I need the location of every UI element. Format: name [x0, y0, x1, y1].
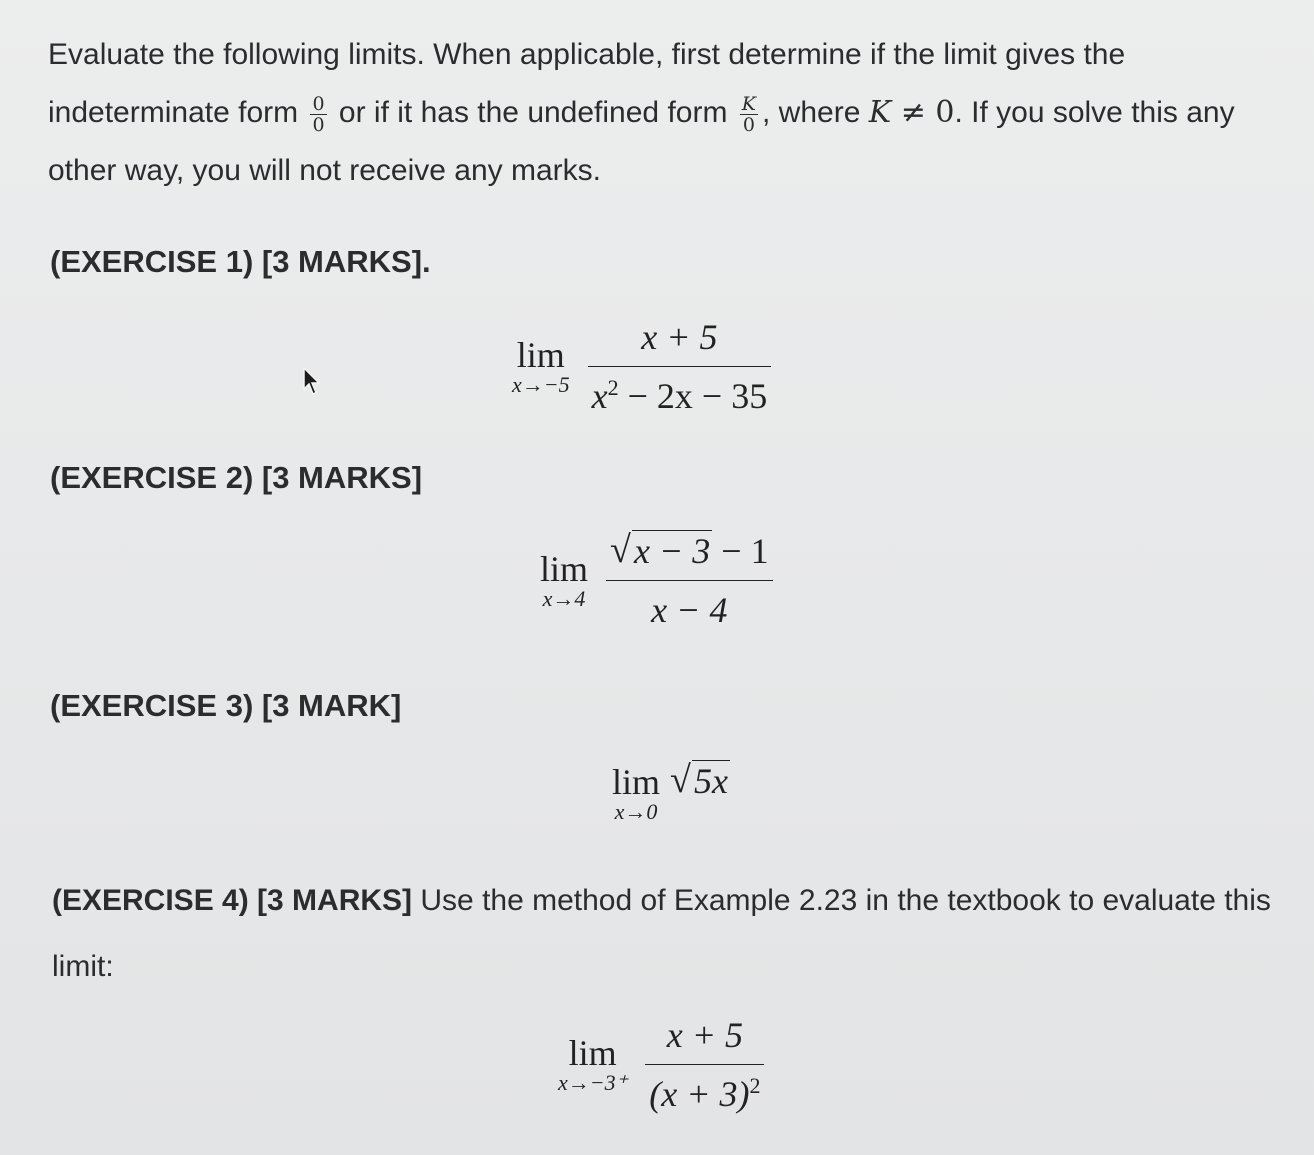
lim-word: lim	[516, 334, 565, 375]
exercise-4-heading: (EXERCISE 4) [3 MARKS]	[52, 884, 413, 917]
fraction-denominator: x − 4	[651, 590, 728, 630]
k-over-zero-fraction	[740, 94, 758, 135]
square-root	[670, 760, 730, 802]
zero-over-zero-fraction	[310, 94, 326, 135]
limit-operator	[540, 548, 589, 611]
limit-subscript: x→0	[614, 799, 658, 824]
mouse-pointer-icon	[302, 367, 324, 402]
fraction-numerator: 0	[312, 92, 325, 115]
radical-sign-icon: √	[610, 529, 631, 571]
den-exponent: 2	[607, 375, 619, 400]
square-root	[610, 530, 712, 572]
limit-fraction	[588, 316, 772, 417]
exercise-2-limit	[540, 530, 773, 631]
exercise-3-limit	[612, 759, 730, 824]
exercise-4-paragraph	[52, 868, 1272, 1000]
instructions-text-4: . If you solve this any other way, you will not receive any marks.	[48, 96, 1235, 187]
limit-subscript: x→4	[542, 585, 586, 611]
instructions-paragraph	[48, 26, 1288, 200]
limit-operator	[612, 764, 660, 824]
limit-fraction	[606, 530, 773, 631]
exercise-4-text: Use the method of Example 2.23 in the textbook to evaluate this limit:	[52, 884, 1271, 983]
exercise-4-limit	[558, 1014, 764, 1115]
limit-subscript: x→−3⁺	[558, 1069, 628, 1095]
fraction-denominator: 0	[742, 113, 755, 136]
den-rest: − 2x − 35	[618, 376, 768, 416]
lim-word: lim	[540, 548, 589, 589]
fraction-numerator	[606, 530, 773, 581]
fraction-denominator: 0	[312, 113, 325, 136]
limit-operator	[558, 1032, 628, 1095]
radicand: 5x	[694, 761, 728, 801]
instructions-text-1: Evaluate the following limits. When applicable, first determine if the limit gives the indeterminate form	[48, 38, 1126, 129]
instructions-text-3: , where	[762, 96, 861, 129]
den-exponent: 2	[749, 1073, 761, 1098]
exercise-3-heading: (EXERCISE 3) [3 MARK]	[50, 688, 402, 723]
exercise-2-heading: (EXERCISE 2) [3 MARKS]	[50, 460, 423, 495]
fraction-denominator	[588, 367, 772, 417]
limit-subscript: x→−5	[512, 371, 570, 397]
fraction-numerator: K	[741, 92, 756, 115]
fraction-numerator: x + 5	[645, 1014, 764, 1065]
radicand: x − 3	[634, 531, 711, 571]
exercise-1-limit	[512, 316, 771, 417]
fraction-numerator: x + 5	[588, 316, 772, 367]
condition-operator: ≠ 0	[891, 95, 955, 130]
limit-operator	[512, 334, 570, 397]
fraction-denominator	[645, 1065, 764, 1115]
limit-fraction	[645, 1014, 764, 1115]
radical-sign-icon: √	[670, 759, 691, 801]
den-base: (x + 3)	[649, 1074, 750, 1114]
exercise-1-heading: (EXERCISE 1) [3 MARKS].	[50, 244, 431, 279]
lim-word: lim	[612, 762, 661, 802]
den-variable: x	[591, 376, 608, 416]
numerator-rest: − 1	[712, 531, 769, 571]
k-not-zero-condition	[869, 95, 955, 130]
condition-variable: K	[868, 95, 892, 130]
instructions-text-2: or if it has the undefined form	[338, 96, 728, 129]
lim-word: lim	[568, 1032, 617, 1073]
